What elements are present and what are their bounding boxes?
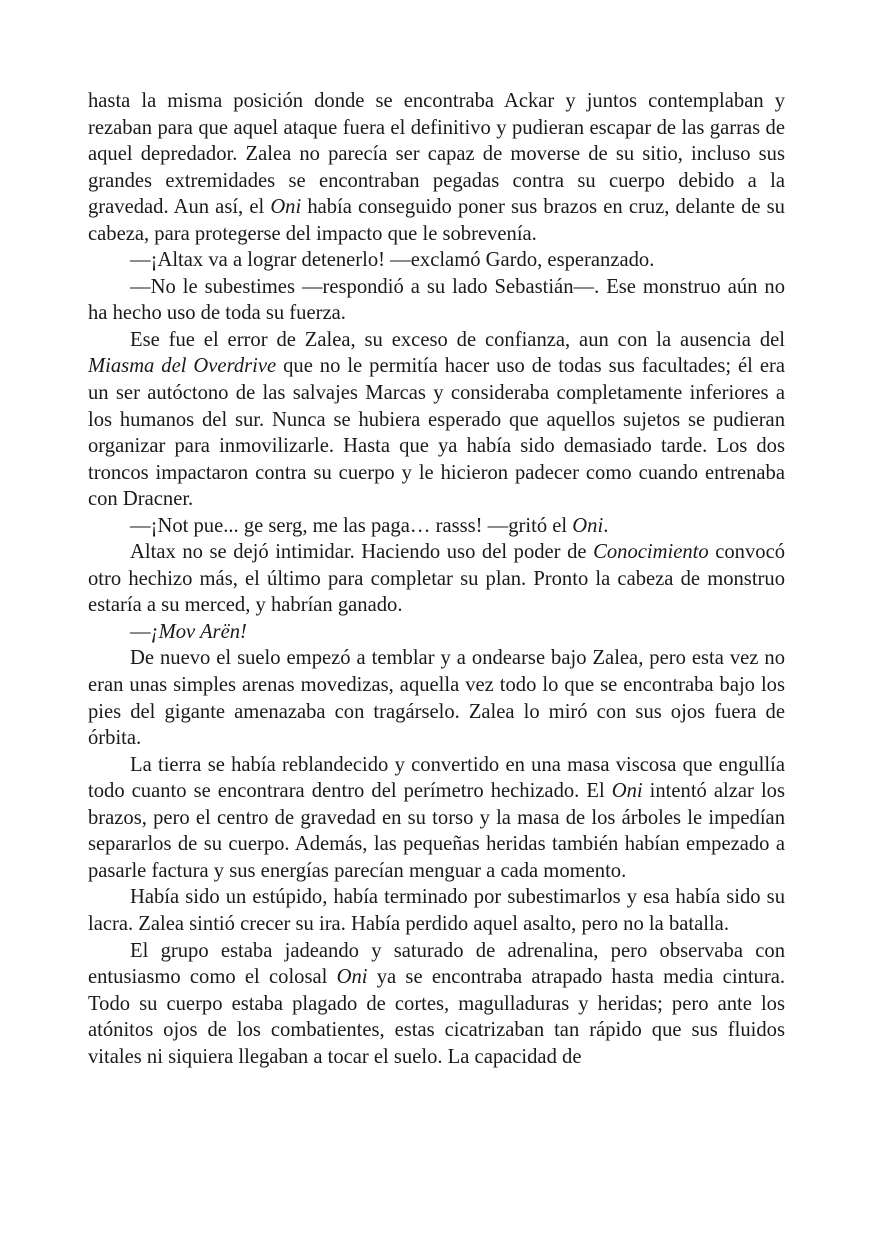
paragraph-text: que no le permitía hacer uso de todas sus facultades; él era un ser autóctono de las salvajes Marcas y consideraba completamente inferiores a los humanos del sur. Nunca se hubiera esperado que aquellos sujetos se pudieran organizar para inmovilizarle. Hasta que ya había sido demasiado tarde. Los dos troncos impactaron contra su cuerpo y le hicieron padecer como cuando entrenaba con Dracner. — [88, 355, 785, 511]
paragraph-text: —¡Altax va a lograr detenerlo! —exclamó Gardo, esperanzado. — [130, 249, 655, 272]
paragraph-text: — — [130, 620, 151, 643]
paragraph-text: hasta la misma posición donde se encontraba Ackar y juntos contemplaban y rezaban para que aquel ataque fuera el definitivo y pudieran escapar de las garras de aquel depredador. Zalea no parecía ser capaz de moverse de su sitio, incluso sus grandes extremidades se encontraban pegadas contra su cuerpo debido a la gravedad. Aun así, el — [88, 90, 785, 219]
paragraph-text-italic: Oni — [270, 196, 302, 219]
paragraph — [88, 539, 785, 619]
paragraph-text: intentó alzar los brazos, pero el centro de gravedad en su torso y la masa de los árboles le impedían separarlos de su cuerpo. Además, las pequeñas heridas también habían empezado a pasarle factura y sus energías parecían menguar a cada momento. — [88, 780, 785, 882]
paragraph-text-italic: ¡Mov Arën! — [150, 620, 247, 643]
paragraph-text: convocó otro hechizo más, el último para completar su plan. Pronto la cabeza de monstruo estaría a su merced, y habrían ganado. — [88, 541, 786, 617]
paragraph-text-italic: Miasma del Overdrive — [88, 355, 277, 378]
paragraph — [88, 884, 785, 937]
paragraph-text: —¡Not pue... ge serg, me las paga… rasss! —gritó el — [130, 514, 573, 537]
paragraph-text-italic: Oni — [336, 966, 368, 989]
paragraph-text: había conseguido poner sus brazos en cruz, delante de su cabeza, para protegerse del impacto que le sobrevenía. — [88, 196, 785, 245]
paragraph — [88, 938, 785, 1071]
paragraph — [88, 645, 785, 751]
paragraph-text: —No le subestimes —respondió a su lado Sebastián—. Ese monstruo aún no ha hecho uso de toda su fuerza. — [88, 275, 785, 325]
dialogue-line — [88, 513, 785, 540]
paragraph — [88, 88, 785, 247]
paragraph-text: Ese fue el error de Zalea, su exceso de confianza, aun con la ausencia del — [130, 328, 785, 351]
dialogue-line — [88, 247, 785, 274]
paragraph-text-italic: Oni — [572, 514, 604, 537]
dialogue-line — [88, 274, 785, 327]
paragraph-text: Había sido un estúpido, había terminado por subestimarlos y esa había sido su lacra. Zalea sintió crecer su ira. Había perdido aquel asalto, pero no la batalla. — [88, 886, 785, 935]
paragraph-text: . — [603, 514, 609, 537]
paragraph — [88, 327, 785, 513]
paragraph-text: ya se encontraba atrapado hasta media cintura. Todo su cuerpo estaba plagado de cortes, magulladuras y heridas; pero ante los atónitos ojos de los combatientes, estas cicatrizaban tan rápido que sus fluidos vitales ni siquiera llegaban a tocar el suelo. La capacidad de — [88, 966, 786, 1068]
paragraph-text: El grupo estaba jadeando y saturado de adrenalina, pero observaba con entusiasmo como el colosal — [88, 939, 785, 989]
dialogue-line — [88, 619, 785, 646]
page-body — [88, 88, 785, 1070]
paragraph-text-italic: Conocimiento — [593, 541, 709, 564]
paragraph-text: Altax no se dejó intimidar. Haciendo uso del poder de — [130, 541, 594, 564]
paragraph-text: De nuevo el suelo empezó a temblar y a ondearse bajo Zalea, pero esta vez no eran unas simples arenas movedizas, aquella vez todo lo que se encontraba bajo los pies del gigante amenazaba con tragárselo. Zalea lo miró con sus ojos fuera de órbita. — [88, 647, 785, 750]
paragraph-text: La tierra se había reblandecido y convertido en una masa viscosa que engullía todo cuanto se encontrara dentro del perímetro hechizado. El — [88, 753, 785, 803]
paragraph-text-italic: Oni — [611, 780, 643, 803]
paragraph — [88, 752, 785, 885]
